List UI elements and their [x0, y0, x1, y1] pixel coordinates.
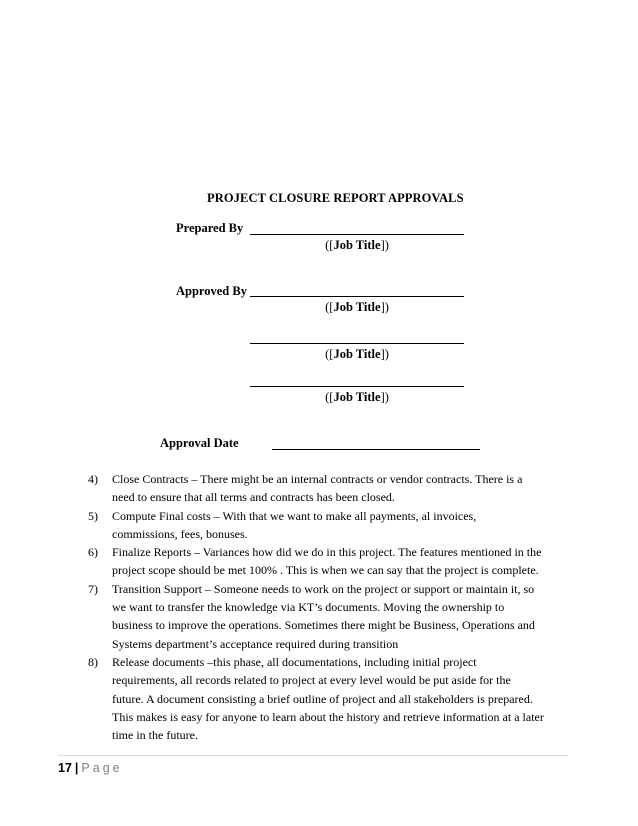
approver-3-signature-line[interactable] — [250, 386, 464, 387]
item-text-line: Compute Final costs – With that we want to make all payments, al invoices, — [112, 508, 477, 523]
job-title-caption: ([Job Title]) — [325, 347, 389, 361]
item-text-line: Transition Support – Someone needs to work on the project or support or maintain it, so — [112, 581, 535, 596]
approval-date-label: Approval Date — [160, 436, 239, 450]
approved-by-signature-line[interactable] — [250, 296, 464, 297]
item-text-line: future. A document consisting a brief outline of project and all stakeholders is prepared. — [112, 691, 533, 706]
footer-separator: | — [74, 761, 79, 775]
approver-2-signature-line[interactable] — [250, 343, 464, 344]
list-item — [88, 543, 558, 580]
prepared-by-signature-line[interactable] — [250, 234, 464, 235]
item-text-line: project scope should be met 100% . This is when we can say that the project is complete. — [112, 563, 539, 578]
item-text-line: Release documents –this phase, all documentations, including initial project — [112, 654, 477, 669]
item-text-line: need to ensure that all terms and contracts has been closed. — [112, 490, 395, 505]
item-number: 8) — [88, 654, 98, 669]
item-text-line: Finalize Reports – Variances how did we do in this project. The features mentioned in the — [112, 545, 542, 560]
item-text-line: This makes is easy for anyone to learn about the history and retrieve information at a later — [112, 709, 544, 724]
approval-date-line[interactable] — [272, 449, 480, 450]
item-text-line: Systems department’s acceptance required during transition — [112, 636, 399, 651]
page-word: Page — [81, 761, 123, 775]
page-footer — [58, 761, 123, 775]
item-text-line: Close Contracts – There might be an internal contracts or vendor contracts. There is a — [112, 472, 523, 486]
item-text-line: business to improve the operations. Sometimes there might be Business, Operations and — [112, 618, 535, 633]
approved-by-label: Approved By — [176, 284, 247, 298]
item-number: 4) — [88, 472, 98, 486]
item-text-line: requirements, all records related to project at every level would be put aside for the — [112, 673, 511, 688]
list-item — [88, 470, 558, 507]
list-item — [88, 653, 558, 744]
list-item — [88, 507, 558, 544]
item-text-line: time in the future. — [112, 728, 198, 743]
job-title-caption: ([Job Title]) — [325, 300, 389, 314]
job-title-caption: ([Job Title]) — [325, 238, 389, 252]
prepared-by-label: Prepared By — [176, 221, 244, 235]
item-number: 6) — [88, 545, 98, 560]
list-item — [88, 580, 558, 653]
job-title-caption: ([Job Title]) — [325, 390, 389, 404]
closure-steps-list — [88, 470, 558, 744]
item-text-line: we want to transfer the knowledge via KT’s documents. Moving the ownership to — [112, 600, 505, 615]
item-number: 7) — [88, 581, 98, 596]
report-title: PROJECT CLOSURE REPORT APPROVALS — [207, 191, 464, 205]
item-text-line: commissions, fees, bonuses. — [112, 526, 248, 541]
item-number: 5) — [88, 508, 98, 523]
page-number: 17 — [58, 761, 72, 775]
footer-divider — [58, 755, 568, 756]
